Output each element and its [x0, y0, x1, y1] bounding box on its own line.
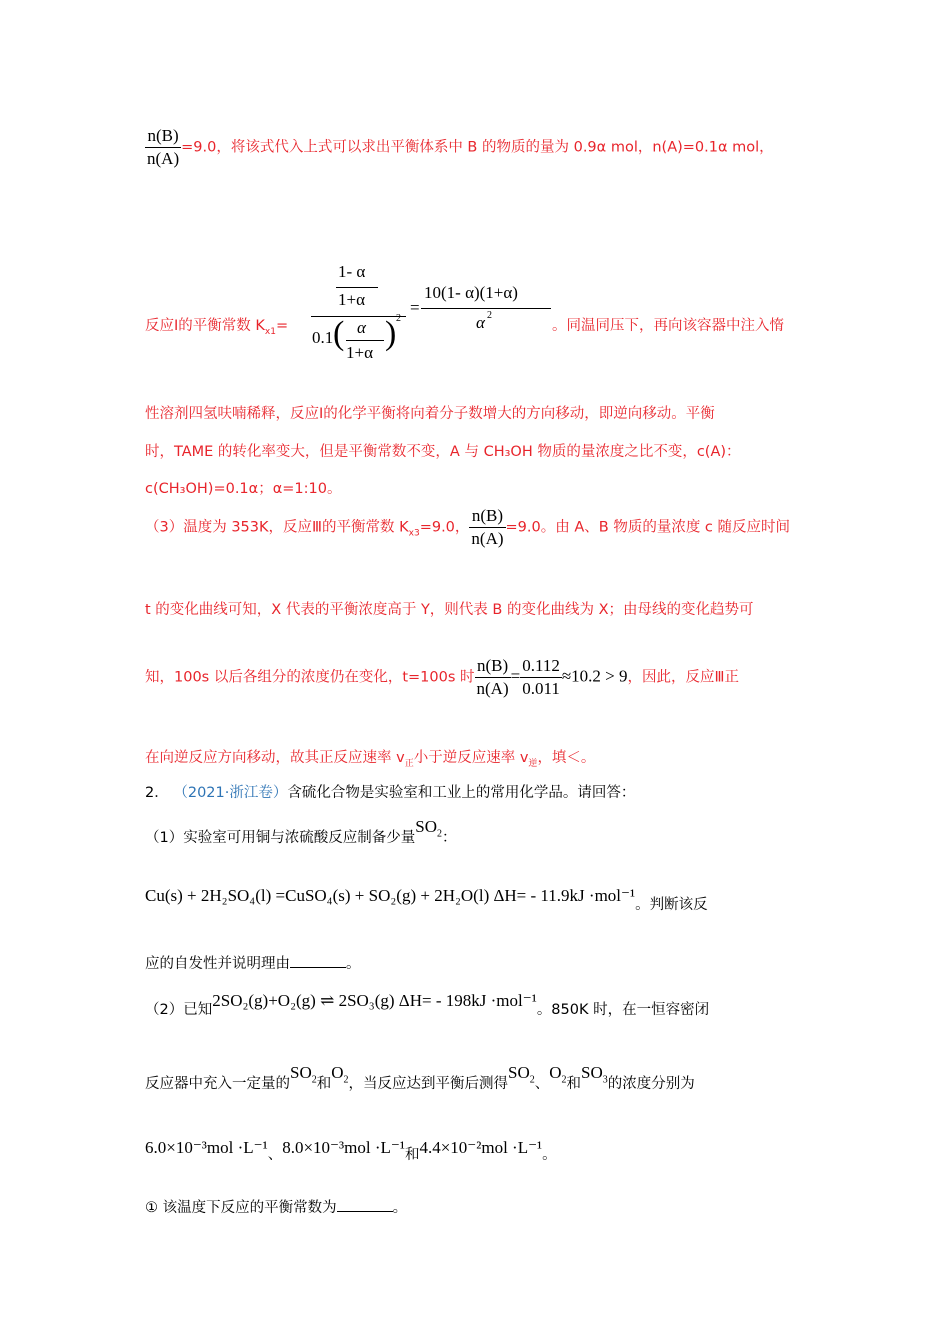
ratio-fraction: $\frac{n(B)}{n(A)}$ — [471, 506, 504, 548]
question-text: 含硫化合物是实验室和工业上的常用化学品。请回答： — [287, 785, 636, 801]
paragraph-line-3: c(CH₃OH)=0.1α；α=1:10。 — [145, 481, 342, 497]
kx1-label: 反应Ⅰ的平衡常数 $K_{x1}=$ — [145, 318, 289, 337]
answer-blank[interactable] — [290, 955, 346, 968]
concentration-line: 6.0×10⁻³mol ·L⁻¹、8.0×10⁻³mol ·L⁻¹和4.4×10⁻²mol ·L⁻¹。 — [145, 1138, 557, 1163]
paragraph-line-2: 时，TAME 的转化率变大，但是平衡常数不变，A 与 CH₃OH 物质的量浓度之比不变，c(A)： — [145, 444, 741, 460]
question-number: 2． — [145, 785, 169, 801]
rate-conclusion-line: 在向逆反应方向移动，故其正反应速率 $v_正$小于逆反应速率 $v_逆$，填＜。 — [145, 750, 596, 769]
fraction-denominator: n(A) — [147, 149, 180, 168]
reaction-equation: 2SO₂(g)+O₂(g) ⇌ 2SO₃(g) ΔH= - 198kJ ·mol⁻¹ — [212, 991, 537, 1010]
spontaneity-line: 应的自发性并说明理由 。 — [145, 956, 361, 972]
question-source: （2021·浙江卷） — [173, 785, 288, 801]
ratio-fraction — [145, 126, 181, 169]
paragraph-line-1: 性溶剂四氢呋喃稀释，反应Ⅰ的化学平衡将向着分子数增大的方向移动，即逆向移动。平衡 — [145, 406, 715, 422]
reaction-equation-line: Cu(s) + 2H₂SO₄(l) =CuSO₄(s) + SO₂(g) + 2H₂O(l) ΔH= - 11.9kJ ·mol⁻¹。判断该反 — [145, 886, 708, 913]
value-fraction: $\frac{0.112}{0.011}$ — [522, 656, 560, 698]
equilibrium-amount-text: =9.0，将该式代入上式可以求出平衡体系中 B 的物质的量为 0.9α mol，n(A)=0.1α mol， — [181, 139, 774, 156]
equilibrium-amount-line — [145, 126, 774, 169]
answer-blank[interactable] — [337, 1199, 393, 1212]
ratio-comparison-line: 知，100s 以后各组分的浓度仍在变化，t=100s 时 $\frac{n(B)}{n(A)}$ = $\frac{0.112}{0.011}$ ≈10.2 > 9，因此，反应Ⅲ正 — [145, 656, 740, 698]
question-2-1: （1）实验室可用铜与浓硫酸反应制备少量$SO_2$： — [145, 817, 457, 846]
kx3-line: （3）温度为 353K，反应Ⅲ的平衡常数 $K_{x3}=9.0$， $\frac{n(B)}{n(A)}$ =9.0。由 A、B 物质的量浓度 c 随反应时间 — [145, 506, 791, 548]
question-2-2-1: ① 该温度下反应的平衡常数为 。 — [145, 1200, 408, 1216]
ratio-fraction: $\frac{n(B)}{n(A)}$ — [476, 656, 509, 698]
reaction-equation: Cu(s) + 2H₂SO₄(l) =CuSO₄(s) + SO₂(g) + 2H₂O(l) ΔH= - 11.9kJ ·mol⁻¹ — [145, 886, 636, 905]
question-2-2: （2）已知2SO₂(g)+O₂(g) ⇌ 2SO₃(g) ΔH= - 198kJ ·mol⁻¹。850K 时，在一恒容密闭 — [145, 991, 710, 1018]
kx1-suffix: 。同温同压下，再向该容器中注入惰 — [552, 318, 784, 334]
question-2-header — [145, 781, 635, 802]
curve-analysis-line: t 的变化曲线可知，X 代表的平衡浓度高于 Y，则代表 B 的变化曲线为 X；由母线的变化趋势可 — [145, 602, 754, 618]
fraction-numerator: n(B) — [145, 126, 181, 148]
reactor-line: 反应器中充入一定量的$SO_2$和$O_2$，当反应达到平衡后测得$SO_2$、$O_2$和$SO_3$的浓度分别为 — [145, 1063, 695, 1092]
